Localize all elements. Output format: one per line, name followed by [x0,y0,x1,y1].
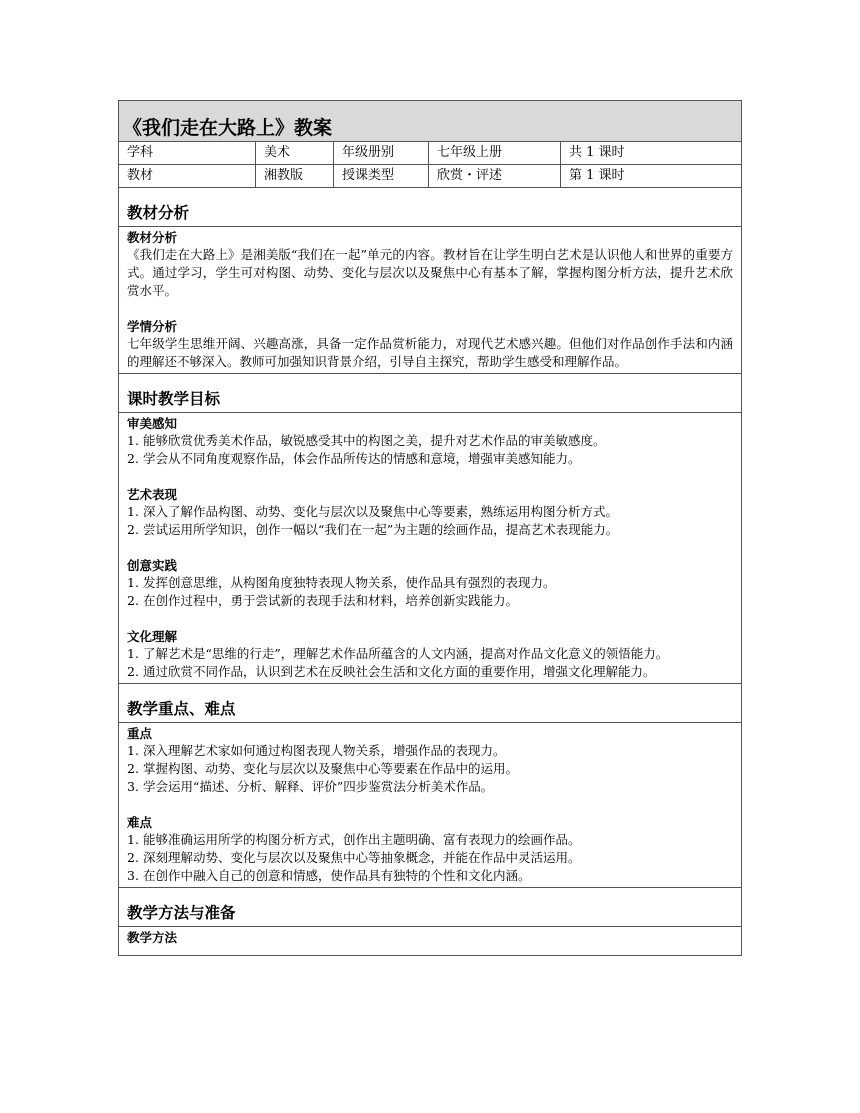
total-periods: 共 1 课时 [561,142,742,165]
info-row-1 [119,142,742,165]
subsection-title: 审美感知 [127,416,178,431]
keypoints-body-row [119,723,742,888]
list-item: 2. 深刻理解动势、变化与层次以及聚焦中心等抽象概念，并能在作品中灵活运用。 [127,850,581,865]
list-item: 2. 学会从不同角度观察作品，体会作品所传达的情感和意境，增强审美感知能力。 [127,451,581,466]
textbook-label: 教材 [119,165,256,188]
lesson-type-label: 授课类型 [334,165,429,188]
methods-header-row [119,888,742,927]
list-item: 3. 学会运用“描述、分析、解释、评价”四步鉴赏法分析美术作品。 [127,779,494,794]
subsection-title: 难点 [127,815,153,830]
methods-body-row [119,927,742,956]
paragraph: 《我们走在大路上》是湘美版“我们在一起”单元的内容。教材旨在让学生明白艺术是认识他人和世界的重要方式。通过学习，学生可对构图、动势、变化与层次以及聚焦中心有基本了解，掌握构图分析方法，提升艺术欣赏水平。 [127,247,734,298]
grade-value: 七年级上册 [429,142,561,165]
subsection-title: 创意实践 [127,558,178,573]
goals-body-row [119,413,742,684]
subsection-title: 文化理解 [127,629,178,644]
list-item: 2. 掌握构图、动势、变化与层次以及聚焦中心等要素在作品中的运用。 [127,761,519,776]
subsection-title: 重点 [127,726,153,741]
document-title: 《我们走在大路上》教案 [123,117,333,139]
analysis-header-row [119,188,742,227]
grade-label: 年级册别 [334,142,429,165]
paragraph: 七年级学生思维开阔、兴趣高涨，具备一定作品赏析能力，对现代艺术感兴趣。但他们对作品创作手法和内涵的理解还不够深入。教师可加强知识背景介绍，引导自主探究，帮助学生感受和理解作品。 [127,336,734,369]
current-period: 第 1 课时 [561,165,742,188]
goals-header-row [119,374,742,413]
subject-label: 学科 [119,142,256,165]
list-item: 2. 尝试运用所学知识，创作一幅以“我们在一起”为主题的绘画作品，提高艺术表现能力。 [127,522,619,537]
list-item: 1. 发挥创意思维，从构图角度独特表现人物关系，使作品具有强烈的表现力。 [127,575,556,590]
subject-value: 美术 [256,142,334,165]
list-item: 1. 了解艺术是“思维的行走”，理解艺术作品所蕴含的人文内涵，提高对作品文化意义的领悟能力。 [127,646,669,661]
lesson-plan-table [118,100,742,956]
section-title: 课时教学目标 [127,389,221,408]
section-title: 教材分析 [127,203,190,222]
list-item: 1. 能够欣赏优秀美术作品，敏锐感受其中的构图之美，提升对艺术作品的审美敏感度。 [127,433,606,448]
textbook-value: 湘教版 [256,165,334,188]
list-item: 2. 通过欣赏不同作品，认识到艺术在反映社会生活和文化方面的重要作用，增强文化理解能力。 [127,664,656,679]
subsection-title: 教材分析 [127,230,178,245]
list-item: 1. 深入了解作品构图、动势、变化与层次以及聚焦中心等要素，熟练运用构图分析方式。 [127,504,619,519]
lesson-type-value: 欣赏・评述 [429,165,561,188]
analysis-body-row [119,227,742,374]
lesson-plan-document [118,100,741,956]
subsection-title: 艺术表现 [127,487,178,502]
section-title: 教学方法与准备 [127,903,236,922]
title-row [119,101,742,142]
list-item: 2. 在创作过程中，勇于尝试新的表现手法和材料，培养创新实践能力。 [127,593,519,608]
list-item: 3. 在创作中融入自己的创意和情感，使作品具有独特的个性和文化内涵。 [127,868,531,883]
section-title: 教学重点、难点 [127,699,236,718]
subsection-title: 学情分析 [127,319,178,334]
subsection-title: 教学方法 [127,930,178,945]
list-item: 1. 能够准确运用所学的构图分析方式，创作出主题明确、富有表现力的绘画作品。 [127,832,581,847]
keypoints-header-row [119,684,742,723]
info-row-2 [119,165,742,188]
list-item: 1. 深入理解艺术家如何通过构图表现人物关系，增强作品的表现力。 [127,743,506,758]
